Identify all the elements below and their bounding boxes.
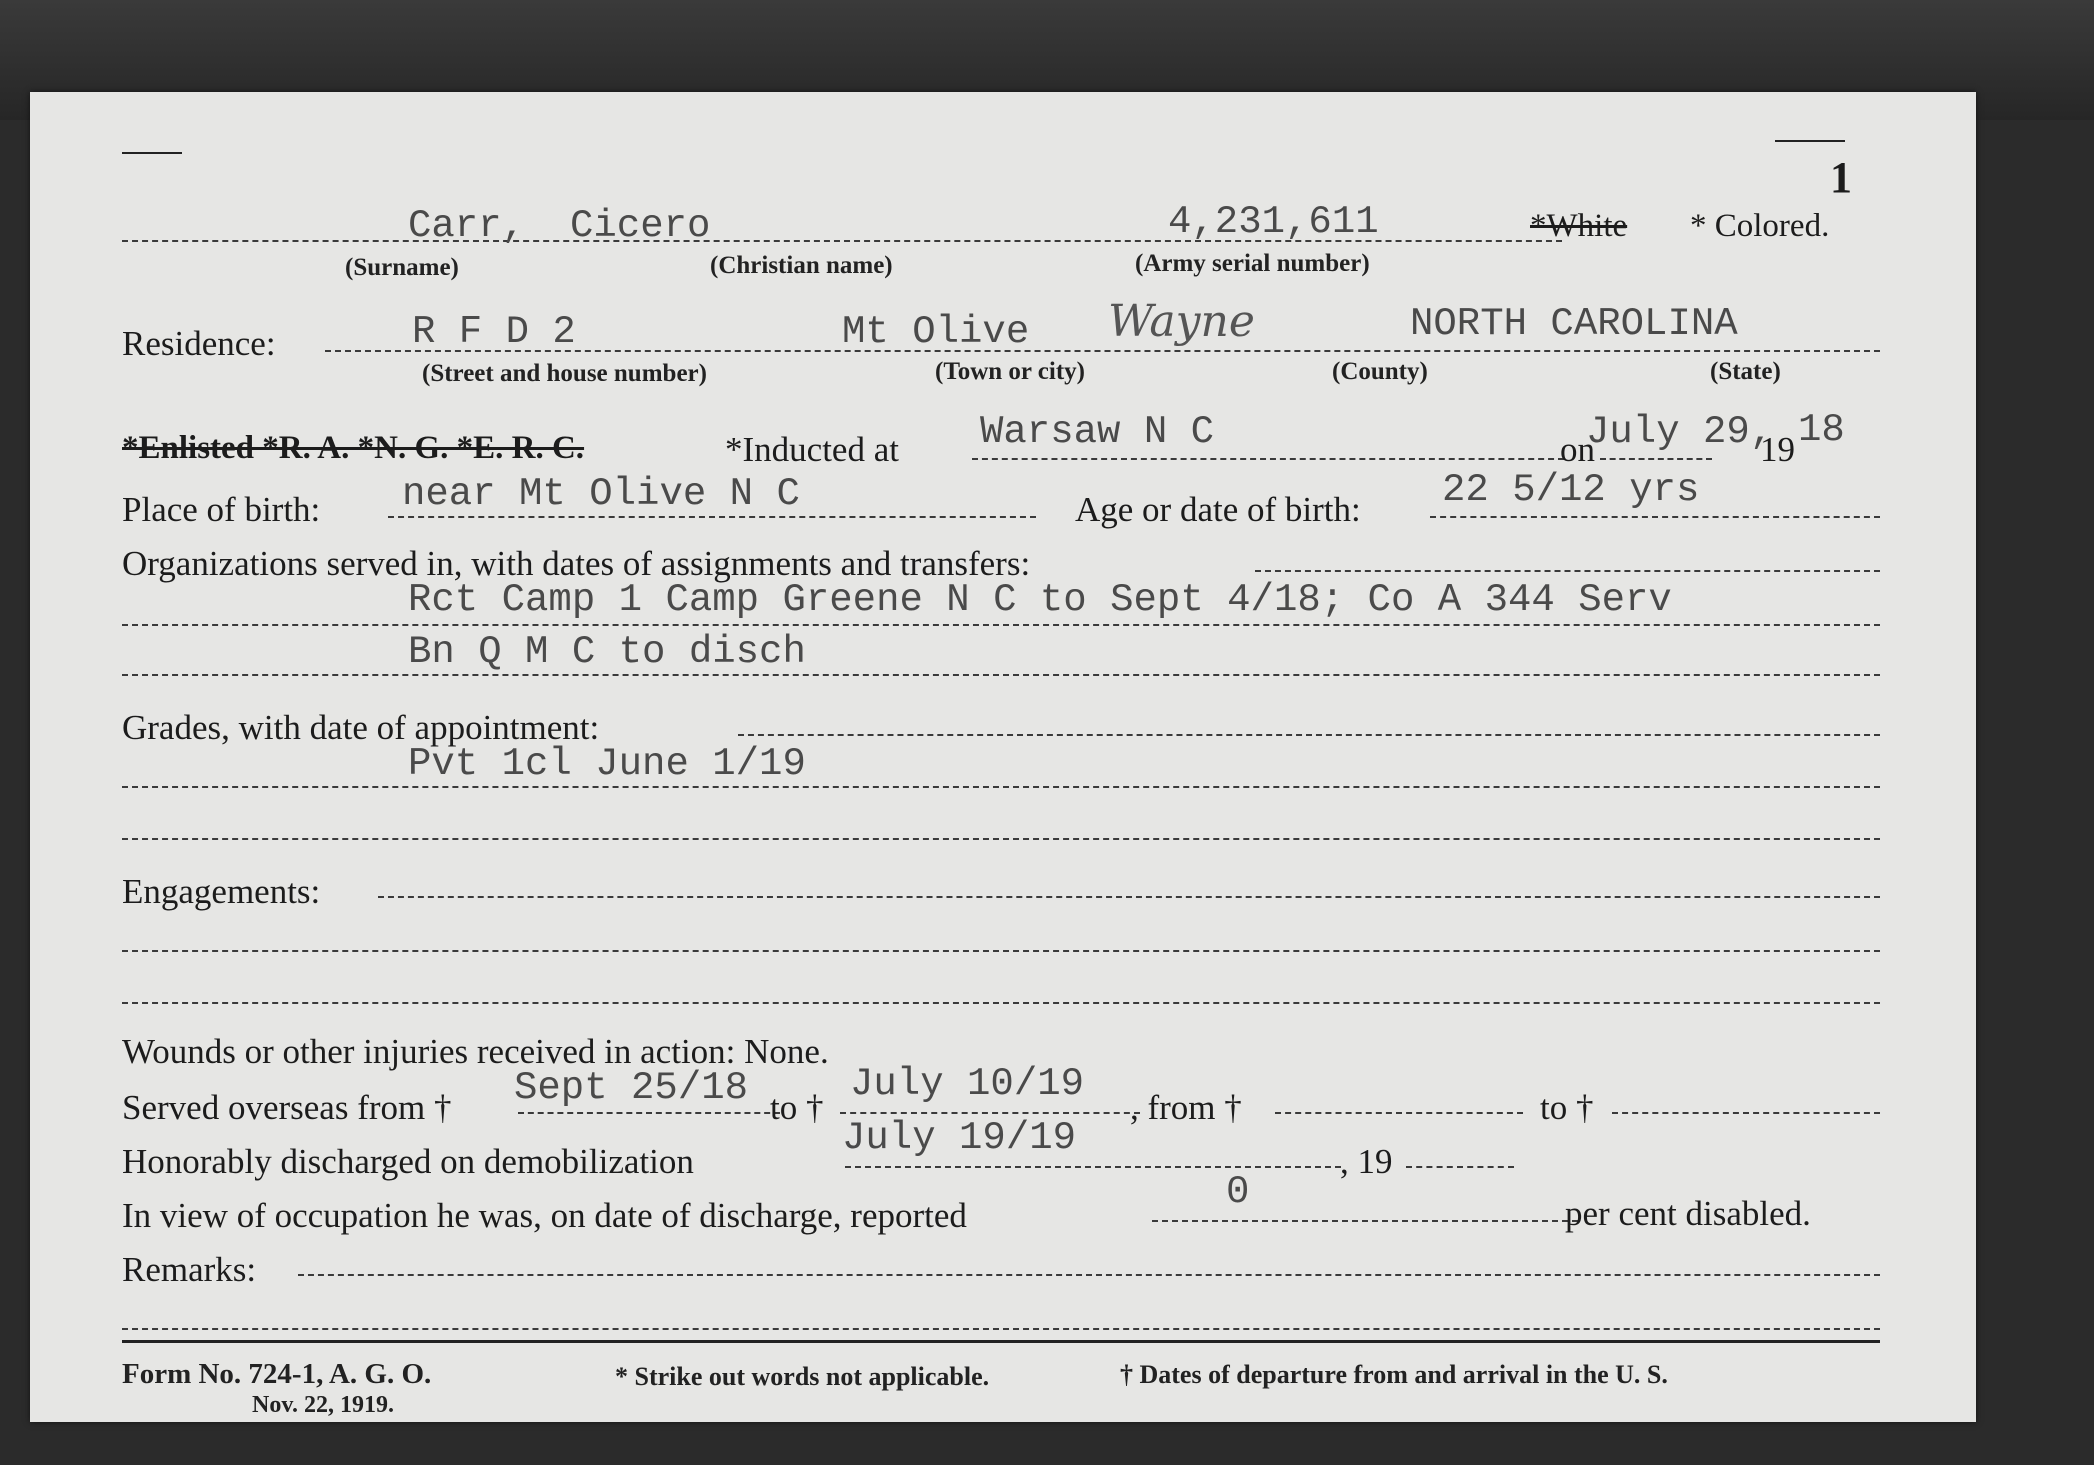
organizations-line-2 <box>122 674 1880 676</box>
inducted-line <box>972 458 1564 460</box>
disability-line <box>1152 1220 1578 1222</box>
remarks-line-1 <box>298 1274 1880 1276</box>
overseas-from-date: Sept 25/18 <box>514 1066 749 1110</box>
caption-surname: (Surname) <box>345 254 459 281</box>
caption-army-serial: (Army serial number) <box>1135 250 1370 277</box>
overseas-label: Served overseas from † <box>122 1088 452 1127</box>
year-prefix: 19 <box>1760 430 1795 469</box>
caption-town: (Town or city) <box>935 358 1085 385</box>
residence-state: NORTH CAROLINA <box>1410 302 1738 346</box>
remarks-line-2 <box>122 1328 1880 1330</box>
birth-place: near Mt Olive N C <box>402 472 800 516</box>
caption-christian-name: (Christian name) <box>710 252 893 279</box>
christian-name-value: Cicero <box>570 204 711 248</box>
age-value: 22 5/12 yrs <box>1442 468 1700 512</box>
inducted-date-line <box>1600 458 1712 460</box>
overseas-to2-label: to † <box>1540 1088 1594 1127</box>
birth-place-label: Place of birth: <box>122 490 321 529</box>
overseas-from2-label: , from † <box>1130 1088 1242 1127</box>
organizations-line-1 <box>122 624 1880 626</box>
residence-county: Wayne <box>1108 296 1255 347</box>
overseas-from2-line <box>1275 1112 1523 1114</box>
overseas-to2-line <box>1612 1112 1880 1114</box>
disability-percent: 0 <box>1226 1170 1250 1214</box>
organizations-label-line <box>1255 570 1880 572</box>
corner-mark-left <box>122 152 182 154</box>
army-serial-number: 4,231,611 <box>1168 200 1379 244</box>
overseas-to-date: July 10/19 <box>850 1062 1085 1106</box>
form-date: Nov. 22, 1919. <box>252 1392 395 1418</box>
race-colored: * Colored. <box>1690 208 1830 244</box>
inducted-label: *Inducted at <box>725 430 899 469</box>
service-record-card <box>30 92 1976 1422</box>
birth-place-line <box>388 516 1036 518</box>
overseas-from-line <box>518 1112 780 1114</box>
organizations-entry-2: Bn Q M C to disch <box>408 630 806 674</box>
remarks-label: Remarks: <box>122 1250 257 1289</box>
overseas-to-label: to † <box>770 1088 824 1127</box>
occupation-label: In view of occupation he was, on date of discharge, reported <box>122 1196 967 1235</box>
surname-value: Carr, <box>408 204 526 248</box>
engagements-line-2 <box>122 950 1880 952</box>
wounds-label: Wounds or other injuries received in action: None. <box>122 1032 829 1071</box>
corner-mark-right <box>1775 140 1845 142</box>
residence-street: R F D 2 <box>412 310 576 354</box>
grades-label-line <box>738 734 1880 736</box>
caption-street: (Street and house number) <box>422 360 707 387</box>
discharged-year-label: , 19 <box>1340 1142 1393 1181</box>
engagements-label: Engagements: <box>122 872 321 911</box>
discharged-line <box>845 1166 1341 1168</box>
caption-state: (State) <box>1710 358 1781 385</box>
organizations-entry-1: Rct Camp 1 Camp Greene N C to Sept 4/18; Co A 344 Serv <box>408 578 1672 622</box>
enlisted-options-struck: *Enlisted *R. A. *N. G. *E. R. C. <box>122 430 585 466</box>
page-number: 1 <box>1830 153 1852 202</box>
discharged-label: Honorably discharged on demobilization <box>122 1142 694 1181</box>
race-white-struck: *White <box>1530 208 1628 244</box>
on-label: on <box>1560 430 1595 469</box>
discharged-date: July 19/19 <box>842 1116 1077 1160</box>
footnote-strike: * Strike out words not applicable. <box>615 1362 990 1391</box>
footer-rule <box>122 1340 1880 1343</box>
engagements-line-1 <box>378 896 1880 898</box>
discharged-year-line <box>1406 1166 1514 1168</box>
residence-label: Residence: <box>122 324 276 363</box>
age-line <box>1430 516 1880 518</box>
grades-line-2 <box>122 838 1880 840</box>
disabled-suffix: per cent disabled. <box>1565 1194 1811 1233</box>
footnote-dates: † Dates of departure from and arrival in the U. S. <box>1120 1360 1668 1389</box>
organizations-label: Organizations served in, with dates of assignments and transfers: <box>122 544 1031 583</box>
residence-town: Mt Olive <box>842 310 1030 354</box>
engagements-line-3 <box>122 1002 1880 1004</box>
form-number: Form No. 724-1, A. G. O. <box>122 1358 432 1390</box>
grades-line-1 <box>122 786 1880 788</box>
grades-entry: Pvt 1cl June 1/19 <box>408 742 806 786</box>
caption-county: (County) <box>1332 358 1428 385</box>
year-suffix: 18 <box>1798 408 1845 452</box>
inducted-at: Warsaw N C <box>980 410 1215 454</box>
overseas-to-line <box>840 1112 1140 1114</box>
inducted-date: July 29, <box>1586 410 1774 454</box>
age-label: Age or date of birth: <box>1075 490 1361 529</box>
grades-label: Grades, with date of appointment: <box>122 708 600 747</box>
